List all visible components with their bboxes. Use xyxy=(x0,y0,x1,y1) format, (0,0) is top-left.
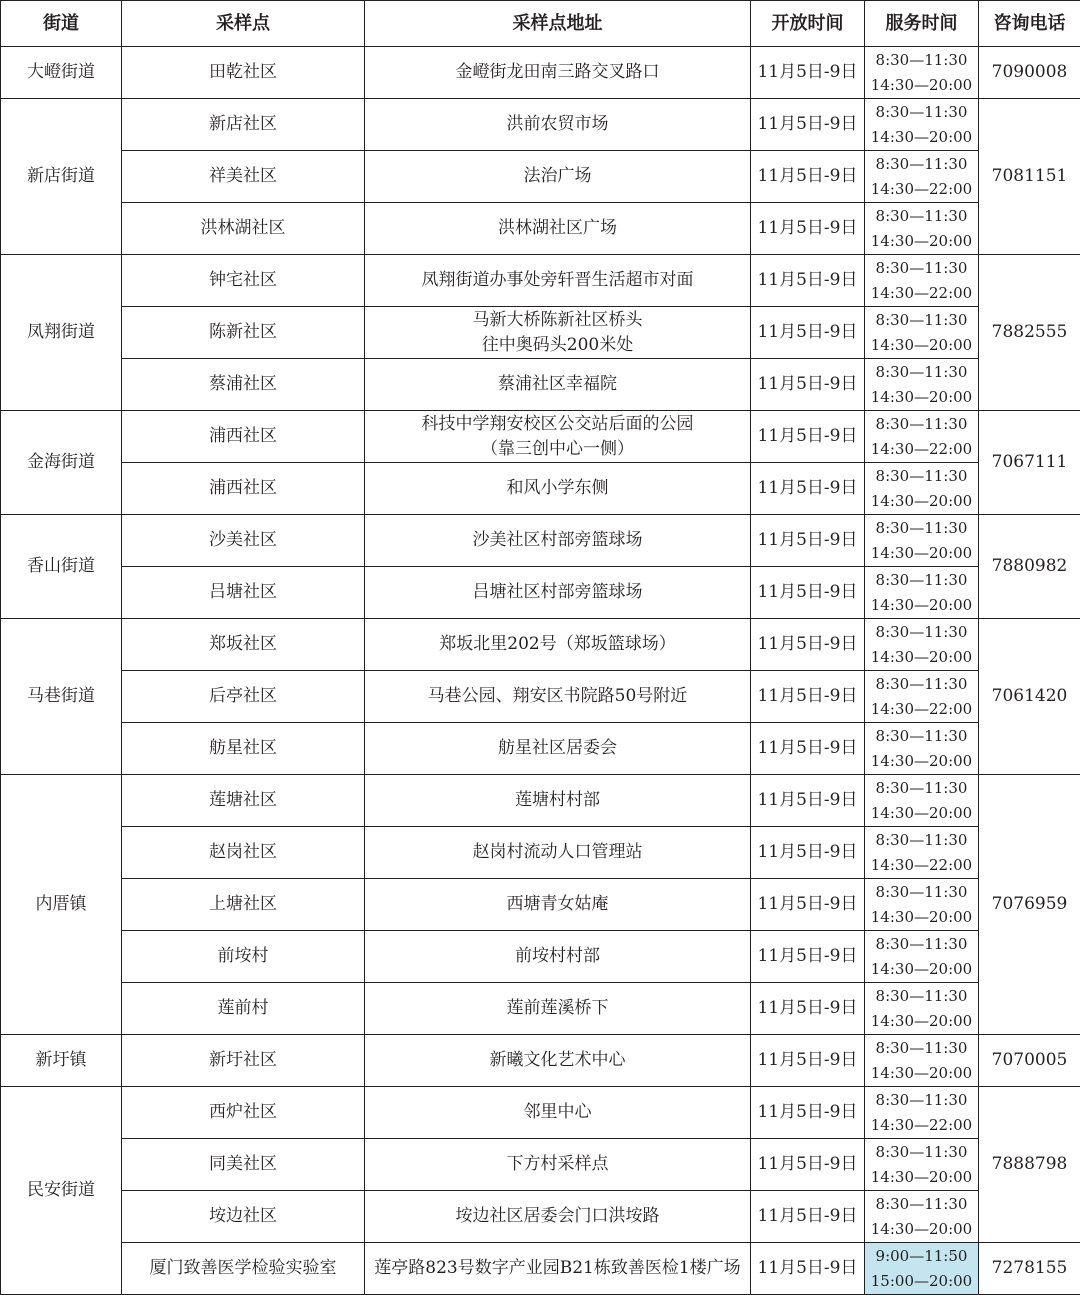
address-line: 蔡浦社区幸福院 xyxy=(365,372,750,397)
address-line: 吕塘社区村部旁篮球场 xyxy=(365,580,750,605)
site-cell: 钟宅社区 xyxy=(122,255,365,307)
service-time-cell xyxy=(865,255,979,307)
service-time-line: 8:30—11:30 xyxy=(865,568,978,593)
service-time-line: 8:30—11:30 xyxy=(865,776,978,801)
phone-cell: 7278155 xyxy=(979,1243,1080,1295)
table-row xyxy=(1,775,1080,827)
header-open-time: 开放时间 xyxy=(751,1,865,47)
table-row xyxy=(1,515,1080,567)
open-time-cell: 11月5日-9日 xyxy=(751,1035,865,1087)
address-cell xyxy=(365,619,751,671)
phone-cell: 7882555 xyxy=(979,255,1080,411)
service-time-line: 14:30—20:00 xyxy=(865,73,978,98)
open-time-cell: 11月5日-9日 xyxy=(751,671,865,723)
table-row xyxy=(1,307,1080,359)
service-time-cell xyxy=(865,567,979,619)
table-row xyxy=(1,463,1080,515)
address-line: 邻里中心 xyxy=(365,1100,750,1125)
street-cell: 凤翔街道 xyxy=(1,255,122,411)
address-line: 垵边社区居委会门口洪垵路 xyxy=(365,1204,750,1229)
header-phone: 咨询电话 xyxy=(979,1,1080,47)
address-line: 科技中学翔安校区公交站后面的公园 xyxy=(365,412,750,437)
table-row xyxy=(1,827,1080,879)
site-cell: 后亭社区 xyxy=(122,671,365,723)
service-time-line: 14:30—22:00 xyxy=(865,437,978,462)
table-row xyxy=(1,1139,1080,1191)
site-cell: 上塘社区 xyxy=(122,879,365,931)
service-time-line: 14:30—20:00 xyxy=(865,541,978,566)
table-row xyxy=(1,931,1080,983)
service-time-line: 14:30—20:00 xyxy=(865,385,978,410)
table-row xyxy=(1,47,1080,99)
table-row xyxy=(1,1087,1080,1139)
address-line: 马巷公园、翔安区书院路50号附近 xyxy=(365,684,750,709)
service-time-line: 14:30—20:00 xyxy=(865,593,978,618)
service-time-line: 14:30—20:00 xyxy=(865,333,978,358)
address-cell xyxy=(365,359,751,411)
address-line: 莲前莲溪桥下 xyxy=(365,996,750,1021)
address-line: 洪前农贸市场 xyxy=(365,112,750,137)
service-time-cell xyxy=(865,879,979,931)
phone-cell: 7061420 xyxy=(979,619,1080,775)
open-time-cell: 11月5日-9日 xyxy=(751,827,865,879)
service-time-cell xyxy=(865,931,979,983)
site-cell: 西炉社区 xyxy=(122,1087,365,1139)
service-time-line: 8:30—11:30 xyxy=(865,984,978,1009)
address-line: 前垵村村部 xyxy=(365,944,750,969)
address-line: 新曦文化艺术中心 xyxy=(365,1048,750,1073)
open-time-cell: 11月5日-9日 xyxy=(751,983,865,1035)
service-time-cell xyxy=(865,1243,979,1295)
site-cell: 洪林湖社区 xyxy=(122,203,365,255)
service-time-cell xyxy=(865,1035,979,1087)
address-line: 下方村采样点 xyxy=(365,1152,750,1177)
table-row xyxy=(1,1191,1080,1243)
open-time-cell: 11月5日-9日 xyxy=(751,255,865,307)
open-time-cell: 11月5日-9日 xyxy=(751,151,865,203)
site-cell: 吕塘社区 xyxy=(122,567,365,619)
service-time-cell xyxy=(865,1087,979,1139)
service-time-line: 14:30—22:00 xyxy=(865,177,978,202)
open-time-cell: 11月5日-9日 xyxy=(751,1139,865,1191)
service-time-line: 8:30—11:30 xyxy=(865,828,978,853)
open-time-cell: 11月5日-9日 xyxy=(751,203,865,255)
address-cell xyxy=(365,723,751,775)
address-cell xyxy=(365,255,751,307)
address-line: 和风小学东侧 xyxy=(365,476,750,501)
header-address: 采样点地址 xyxy=(365,1,751,47)
address-cell xyxy=(365,411,751,463)
site-cell: 垵边社区 xyxy=(122,1191,365,1243)
service-time-line: 8:30—11:30 xyxy=(865,1140,978,1165)
service-time-line: 14:30—20:00 xyxy=(865,125,978,150)
service-time-line: 8:30—11:30 xyxy=(865,48,978,73)
open-time-cell: 11月5日-9日 xyxy=(751,47,865,99)
service-time-line: 8:30—11:30 xyxy=(865,204,978,229)
table-row xyxy=(1,359,1080,411)
table-row xyxy=(1,151,1080,203)
service-time-line: 14:30—22:00 xyxy=(865,853,978,878)
service-time-line: 8:30—11:30 xyxy=(865,724,978,749)
service-time-cell xyxy=(865,671,979,723)
address-line: 马新大桥陈新社区桥头 xyxy=(365,308,750,333)
street-cell: 马巷街道 xyxy=(1,619,122,775)
open-time-cell: 11月5日-9日 xyxy=(751,1087,865,1139)
address-cell xyxy=(365,47,751,99)
open-time-cell: 11月5日-9日 xyxy=(751,879,865,931)
table-row xyxy=(1,671,1080,723)
table-row xyxy=(1,879,1080,931)
header-street: 街道 xyxy=(1,1,122,47)
site-cell: 陈新社区 xyxy=(122,307,365,359)
address-cell xyxy=(365,203,751,255)
site-cell: 新圩社区 xyxy=(122,1035,365,1087)
table-row xyxy=(1,1035,1080,1087)
phone-cell: 7090008 xyxy=(979,47,1080,99)
site-cell: 祥美社区 xyxy=(122,151,365,203)
open-time-cell: 11月5日-9日 xyxy=(751,1243,865,1295)
service-time-line: 14:30—20:00 xyxy=(865,957,978,982)
phone-cell: 7081151 xyxy=(979,99,1080,255)
service-time-line: 14:30—20:00 xyxy=(865,1009,978,1034)
phone-cell: 7076959 xyxy=(979,775,1080,1035)
service-time-cell xyxy=(865,827,979,879)
street-cell: 民安街道 xyxy=(1,1087,122,1295)
address-line: 凤翔街道办事处旁轩晋生活超市对面 xyxy=(365,268,750,293)
address-line: （靠三创中心一侧） xyxy=(365,437,750,462)
service-time-cell xyxy=(865,203,979,255)
address-line: 舫星社区居委会 xyxy=(365,736,750,761)
service-time-line: 8:30—11:30 xyxy=(865,152,978,177)
address-cell xyxy=(365,151,751,203)
table-row xyxy=(1,723,1080,775)
site-cell: 厦门致善医学检验实验室 xyxy=(122,1243,365,1295)
address-line: 西塘青女姑庵 xyxy=(365,892,750,917)
service-time-line: 14:30—20:00 xyxy=(865,749,978,774)
site-cell: 赵岗社区 xyxy=(122,827,365,879)
service-time-line: 8:30—11:30 xyxy=(865,308,978,333)
service-time-cell xyxy=(865,1191,979,1243)
service-time-line: 14:30—22:00 xyxy=(865,697,978,722)
service-time-line: 8:30—11:30 xyxy=(865,256,978,281)
service-time-line: 8:30—11:30 xyxy=(865,672,978,697)
table-row xyxy=(1,255,1080,307)
phone-cell: 7888798 xyxy=(979,1087,1080,1243)
address-cell xyxy=(365,1191,751,1243)
open-time-cell: 11月5日-9日 xyxy=(751,359,865,411)
site-cell: 莲塘社区 xyxy=(122,775,365,827)
address-cell xyxy=(365,1035,751,1087)
table-row xyxy=(1,99,1080,151)
service-time-line: 14:30—20:00 xyxy=(865,905,978,930)
address-cell xyxy=(365,879,751,931)
street-cell: 内厝镇 xyxy=(1,775,122,1035)
site-cell: 沙美社区 xyxy=(122,515,365,567)
open-time-cell: 11月5日-9日 xyxy=(751,723,865,775)
open-time-cell: 11月5日-9日 xyxy=(751,99,865,151)
service-time-line: 9:00—11:50 xyxy=(865,1244,978,1269)
address-line: 沙美社区村部旁篮球场 xyxy=(365,528,750,553)
service-time-line: 8:30—11:30 xyxy=(865,516,978,541)
address-cell xyxy=(365,671,751,723)
address-cell xyxy=(365,931,751,983)
address-line: 往中奥码头200米处 xyxy=(365,333,750,358)
site-cell: 郑坂社区 xyxy=(122,619,365,671)
site-cell: 田乾社区 xyxy=(122,47,365,99)
phone-cell: 7067111 xyxy=(979,411,1080,515)
open-time-cell: 11月5日-9日 xyxy=(751,619,865,671)
address-cell xyxy=(365,307,751,359)
site-cell: 同美社区 xyxy=(122,1139,365,1191)
table-row xyxy=(1,1243,1080,1295)
phone-cell: 7070005 xyxy=(979,1035,1080,1087)
address-line: 郑坂北里202号（郑坂篮球场） xyxy=(365,632,750,657)
address-cell xyxy=(365,463,751,515)
address-line: 莲亭路823号数字产业园B21栋致善医检1楼广场 xyxy=(365,1256,750,1281)
service-time-cell xyxy=(865,515,979,567)
open-time-cell: 11月5日-9日 xyxy=(751,775,865,827)
address-cell xyxy=(365,1139,751,1191)
service-time-line: 8:30—11:30 xyxy=(865,932,978,957)
open-time-cell: 11月5日-9日 xyxy=(751,567,865,619)
open-time-cell: 11月5日-9日 xyxy=(751,1191,865,1243)
service-time-line: 8:30—11:30 xyxy=(865,412,978,437)
service-time-cell xyxy=(865,619,979,671)
service-time-line: 14:30—22:00 xyxy=(865,1113,978,1138)
service-time-line: 8:30—11:30 xyxy=(865,1192,978,1217)
site-cell: 前垵村 xyxy=(122,931,365,983)
service-time-line: 14:30—20:00 xyxy=(865,1061,978,1086)
service-time-line: 14:30—20:00 xyxy=(865,489,978,514)
service-time-cell xyxy=(865,983,979,1035)
street-cell: 金海街道 xyxy=(1,411,122,515)
open-time-cell: 11月5日-9日 xyxy=(751,307,865,359)
service-time-cell xyxy=(865,151,979,203)
address-cell xyxy=(365,567,751,619)
open-time-cell: 11月5日-9日 xyxy=(751,931,865,983)
site-cell: 蔡浦社区 xyxy=(122,359,365,411)
service-time-line: 8:30—11:30 xyxy=(865,100,978,125)
service-time-line: 8:30—11:30 xyxy=(865,360,978,385)
service-time-line: 8:30—11:30 xyxy=(865,1036,978,1061)
header-site: 采样点 xyxy=(122,1,365,47)
header-service-time: 服务时间 xyxy=(865,1,979,47)
table-row xyxy=(1,203,1080,255)
address-cell xyxy=(365,775,751,827)
service-time-line: 15:00—20:00 xyxy=(865,1269,978,1294)
service-time-cell xyxy=(865,463,979,515)
service-time-line: 14:30—20:00 xyxy=(865,1217,978,1242)
address-cell xyxy=(365,983,751,1035)
site-cell: 浦西社区 xyxy=(122,411,365,463)
service-time-cell xyxy=(865,307,979,359)
street-cell: 新店街道 xyxy=(1,99,122,255)
service-time-cell xyxy=(865,1139,979,1191)
service-time-line: 8:30—11:30 xyxy=(865,1088,978,1113)
street-cell: 香山街道 xyxy=(1,515,122,619)
service-time-line: 8:30—11:30 xyxy=(865,464,978,489)
service-time-line: 14:30—22:00 xyxy=(865,281,978,306)
address-cell xyxy=(365,99,751,151)
address-cell xyxy=(365,1087,751,1139)
service-time-line: 8:30—11:30 xyxy=(865,620,978,645)
header-row xyxy=(1,1,1080,47)
service-time-cell xyxy=(865,775,979,827)
table-row xyxy=(1,411,1080,463)
site-cell: 浦西社区 xyxy=(122,463,365,515)
open-time-cell: 11月5日-9日 xyxy=(751,515,865,567)
service-time-line: 14:30—20:00 xyxy=(865,645,978,670)
table-body xyxy=(1,47,1080,1295)
service-time-line: 14:30—20:00 xyxy=(865,801,978,826)
address-cell xyxy=(365,1243,751,1295)
site-cell: 莲前村 xyxy=(122,983,365,1035)
service-time-line: 8:30—11:30 xyxy=(865,880,978,905)
address-line: 洪林湖社区广场 xyxy=(365,216,750,241)
service-time-line: 14:30—20:00 xyxy=(865,1165,978,1190)
table-row xyxy=(1,983,1080,1035)
site-cell: 舫星社区 xyxy=(122,723,365,775)
phone-cell: 7880982 xyxy=(979,515,1080,619)
address-line: 莲塘村村部 xyxy=(365,788,750,813)
address-cell xyxy=(365,515,751,567)
service-time-cell xyxy=(865,723,979,775)
service-time-cell xyxy=(865,359,979,411)
table-row xyxy=(1,619,1080,671)
open-time-cell: 11月5日-9日 xyxy=(751,463,865,515)
address-line: 金嶝街龙田南三路交叉路口 xyxy=(365,60,750,85)
address-cell xyxy=(365,827,751,879)
address-line: 赵岗村流动人口管理站 xyxy=(365,840,750,865)
service-time-cell xyxy=(865,47,979,99)
street-cell: 新圩镇 xyxy=(1,1035,122,1087)
site-cell: 新店社区 xyxy=(122,99,365,151)
open-time-cell: 11月5日-9日 xyxy=(751,411,865,463)
service-time-cell xyxy=(865,99,979,151)
service-time-line: 14:30—20:00 xyxy=(865,229,978,254)
table-row xyxy=(1,567,1080,619)
street-cell: 大嶝街道 xyxy=(1,47,122,99)
address-line: 法治广场 xyxy=(365,164,750,189)
service-time-cell xyxy=(865,411,979,463)
